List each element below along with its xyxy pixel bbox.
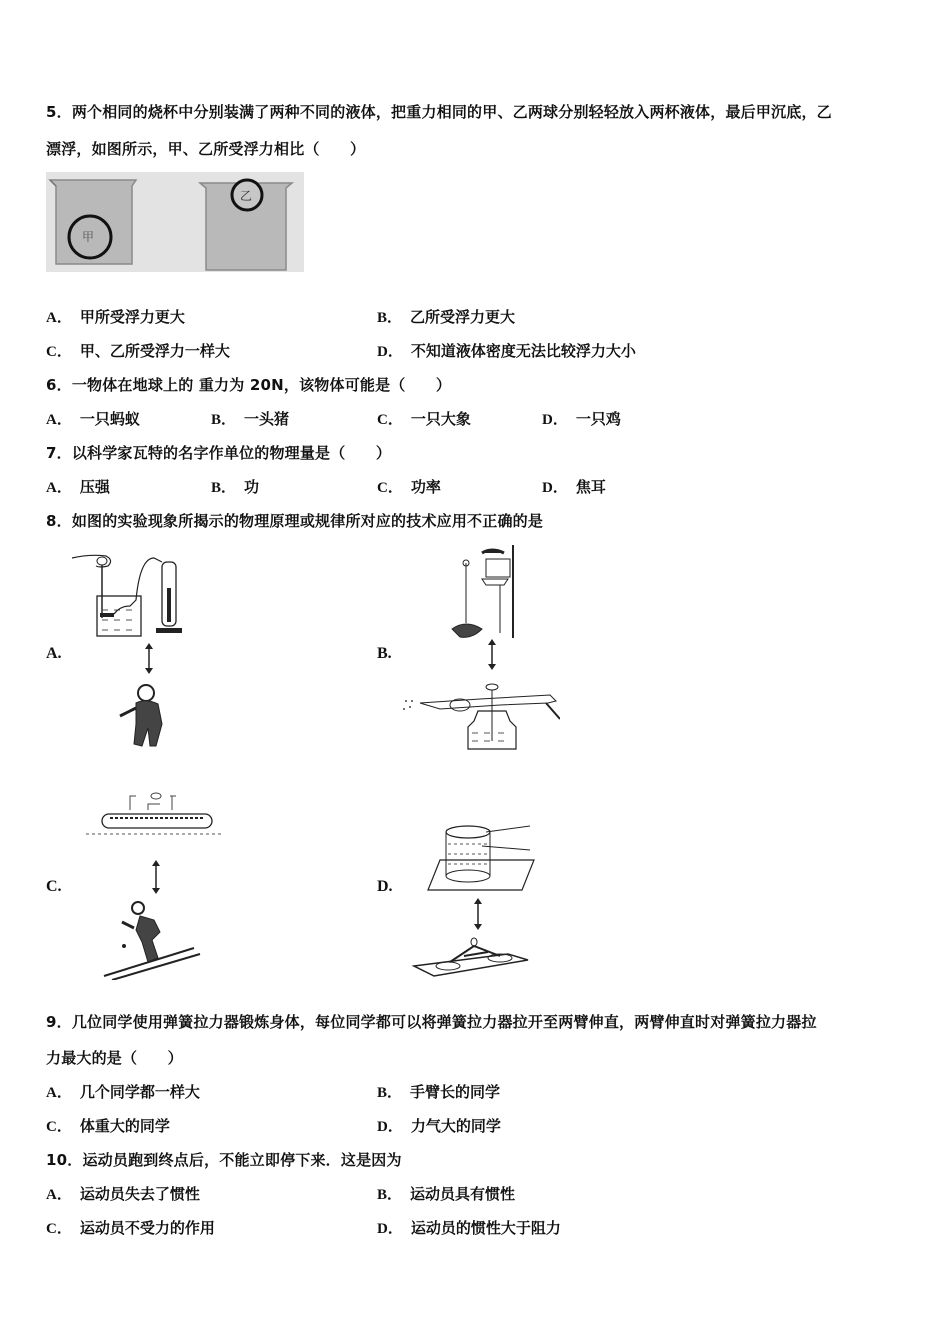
q10-option-c[interactable] (46, 1218, 215, 1239)
option-label: C． (46, 344, 72, 360)
option-label: A． (46, 1187, 72, 1203)
q7-option-d[interactable] (542, 477, 606, 498)
ball-jia-label: 甲 (82, 230, 95, 244)
q5-option-c[interactable] (46, 341, 230, 362)
q9-option-b[interactable] (377, 1082, 500, 1103)
option-label: A． (46, 412, 72, 428)
q9-option-d[interactable] (377, 1116, 501, 1137)
option-text: 甲所受浮力更大 (79, 308, 185, 326)
option-label: C． (46, 1119, 72, 1135)
q5-stem-line2: 漂浮，如图所示，甲、乙所受浮力相比（ ） (46, 140, 366, 158)
option-text: 运动员不受力的作用 (79, 1219, 215, 1237)
option-label: D． (542, 412, 568, 428)
option-text: 运动员的惯性大于阻力 (410, 1219, 561, 1237)
option-text: 一头猪 (244, 410, 290, 428)
option-text: 甲、乙所受浮力一样大 (79, 342, 230, 360)
q8-figure-d-label[interactable]: D. (377, 878, 393, 895)
option-label: C． (377, 412, 403, 428)
q10-stem: 10．运动员跑到终点后，不能立即停下来．这是因为 (46, 1151, 402, 1169)
option-label: B． (377, 1085, 403, 1101)
option-label: D． (542, 480, 568, 496)
q8-figure-a-label[interactable]: A. (46, 645, 62, 662)
q7-option-b[interactable] (211, 477, 259, 498)
option-label: B． (377, 1187, 403, 1203)
q7-option-a[interactable] (46, 477, 110, 498)
option-text: 一只蚂蚁 (79, 410, 140, 428)
q9-stem-line2: 力最大的是（ ） (46, 1049, 183, 1067)
option-text: 体重大的同学 (79, 1117, 170, 1135)
option-label: D． (377, 1119, 403, 1135)
option-text: 力气大的同学 (410, 1117, 501, 1135)
option-label: A． (46, 480, 72, 496)
option-text: 焦耳 (575, 478, 606, 496)
q7-stem: 7．以科学家瓦特的名字作单位的物理量是（ ） (46, 444, 392, 462)
q5-option-d[interactable] (377, 341, 636, 362)
q10-option-b[interactable] (377, 1184, 515, 1205)
option-text: 一只鸡 (575, 410, 621, 428)
option-label: C． (377, 480, 403, 496)
q6-option-c[interactable] (377, 409, 471, 430)
option-label: A． (46, 1085, 72, 1101)
option-label: C． (46, 1221, 72, 1237)
q10-option-d[interactable] (377, 1218, 561, 1239)
q5-stem-line1: 5．两个相同的烧杯中分别装满了两种不同的液体，把重力相同的甲、乙两球分别轻轻放入两杯液体，最后甲沉底，乙 (46, 103, 832, 121)
option-label: B． (211, 412, 237, 428)
option-text: 功 (244, 478, 260, 496)
q6-option-b[interactable] (211, 409, 289, 430)
q5-option-b[interactable] (377, 307, 515, 328)
q9-option-c[interactable] (46, 1116, 170, 1137)
q6-stem: 6．一物体在地球上的 重力为 20N，该物体可能是（ ） (46, 376, 452, 394)
option-label: B． (211, 480, 237, 496)
q7-option-c[interactable] (377, 477, 441, 498)
q5-option-a[interactable] (46, 307, 185, 328)
q5-beakers-figure (46, 172, 304, 272)
option-label: A． (46, 310, 72, 326)
q8-stem: 8．如图的实验现象所揭示的物理原理或规律所对应的技术应用不正确的是 (46, 512, 544, 530)
option-label: D． (377, 344, 403, 360)
option-label: B． (377, 310, 403, 326)
q8-figure-c-label[interactable]: C. (46, 878, 62, 895)
option-text: 运动员具有惯性 (410, 1185, 516, 1203)
q8-figure-a-pressure-gauge-diver (70, 548, 210, 748)
option-text: 功率 (410, 478, 441, 496)
option-label: D． (377, 1221, 403, 1237)
q10-option-a[interactable] (46, 1184, 200, 1205)
option-text: 一只大象 (410, 410, 471, 428)
q9-option-a[interactable] (46, 1082, 200, 1103)
option-text: 不知道液体密度无法比较浮力大小 (410, 342, 636, 360)
q6-option-d[interactable] (542, 409, 621, 430)
q6-option-a[interactable] (46, 409, 140, 430)
q8-figure-b-label[interactable]: B. (377, 645, 392, 662)
option-text: 手臂长的同学 (410, 1083, 501, 1101)
option-text: 几个同学都一样大 (79, 1083, 200, 1101)
q8-figure-d-cylinder-board (410, 820, 540, 990)
q8-figure-c-sponge-skier (82, 790, 232, 980)
beakers-illustration (46, 172, 304, 272)
ball-yi-label: 乙 (240, 189, 253, 203)
option-text: 运动员失去了惯性 (79, 1185, 200, 1203)
q9-stem-line1: 9．几位同学使用弹簧拉力器锻炼身体，每位同学都可以将弹簧拉力器拉开至两臂伸直，两臂伸直时对弹簧拉力器拉 (46, 1013, 817, 1031)
q8-figure-b-rotor-sprayer (400, 543, 560, 753)
option-text: 乙所受浮力更大 (410, 308, 516, 326)
option-text: 压强 (79, 478, 110, 496)
